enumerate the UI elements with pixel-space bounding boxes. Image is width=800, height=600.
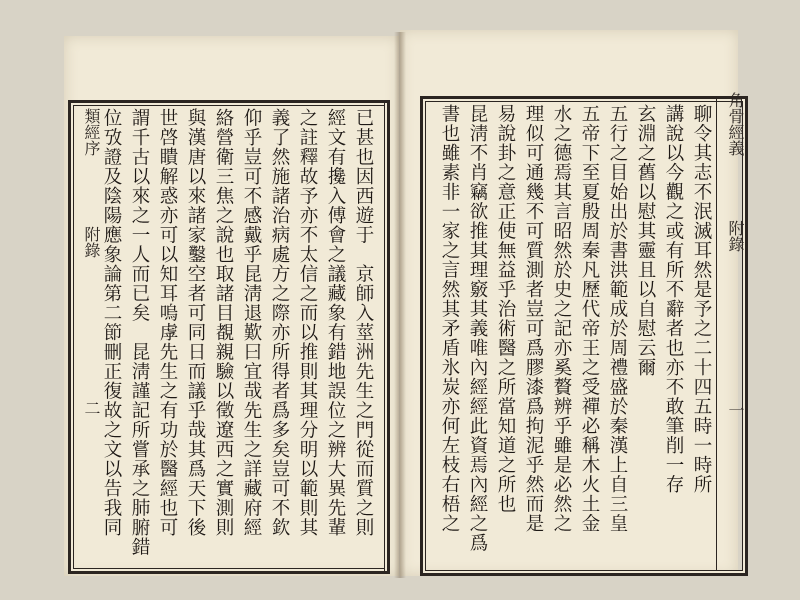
book-gutter — [394, 32, 406, 578]
right-page-number: 一 — [726, 402, 745, 418]
left-column-5: 仰乎豈可不感戴乎昆淸退歎曰宜哉先生之詳藏府經 — [241, 108, 262, 537]
right-margin-title: 角骨經義 — [726, 92, 745, 156]
right-column-8: 易說卦之意正使無益乎治術醫之所當知道之所也 — [495, 104, 516, 514]
right-column-2: 講說以今觀之或有所不辭者也亦不敢筆削一存 — [663, 104, 684, 494]
right-column-5: 五帝下至夏殷周秦凡歷代帝王之受禪必稱木火土金 — [579, 104, 600, 533]
left-column-7: 與漢唐以來諸家鑿空者可同日而議乎哉其爲天下後 — [185, 108, 206, 537]
left-column-8: 世啓瞶解惑亦可以知耳嗚虖先生之有功於醫經也可 — [157, 108, 178, 537]
left-fold-line — [384, 100, 385, 574]
left-column-4: 義了然施諸治病處方之際亦所得者爲多矣豈可不欽 — [269, 108, 290, 537]
left-margin-section: 附錄 — [82, 226, 101, 258]
left-column-10: 位攷證及陰陽應象論第二節刪正復故之文以告我同 — [101, 108, 122, 537]
right-column-1: 聊令其志不泯滅耳然是予之二十四五時一時所 — [691, 104, 712, 494]
left-margin-title: 類經序 — [82, 108, 101, 156]
left-column-2: 經文有攙入傅會之議藏象有錯地誤位之辨大異先輩 — [325, 108, 346, 537]
right-fold-line — [716, 96, 717, 570]
right-column-9: 昆淸不肖竊欲推其理竅其義唯內經經此資焉內經之爲 — [467, 104, 488, 553]
left-column-3: 之註釋故予亦不太信之而以推則其理分明以範則其 — [297, 108, 318, 537]
left-column-6: 絡營衛三焦之說也取諸目覩親驗以徵遼西之實測則 — [213, 108, 234, 537]
right-column-10: 書也雖素非一家之言然其矛盾氷炭亦何左枝右梧之 — [439, 104, 460, 533]
left-column-1: 已甚也因西遊于 京師入莖洲先生之門從而質之則 — [353, 108, 374, 537]
right-column-7: 理似可通幾不可質測者豈可爲膠漆爲拘泥乎然而是 — [523, 104, 544, 533]
right-column-4: 五行之目始出於書洪範成於周禮盛於秦漢上自三皇 — [607, 104, 628, 533]
right-column-3: 玄淵之舊以慰其靈且以自慰云爾 — [635, 104, 656, 377]
right-column-6: 水之德焉其言昭然於史之記亦奚贅辨乎雖是必然之 — [551, 104, 572, 533]
left-column-9: 謂千古以來之一人而已矣 昆淸謹記所嘗承之肺腑錯 — [129, 108, 150, 557]
right-margin-section: 附錄 — [726, 220, 745, 252]
left-page-number: 二 — [82, 400, 101, 416]
